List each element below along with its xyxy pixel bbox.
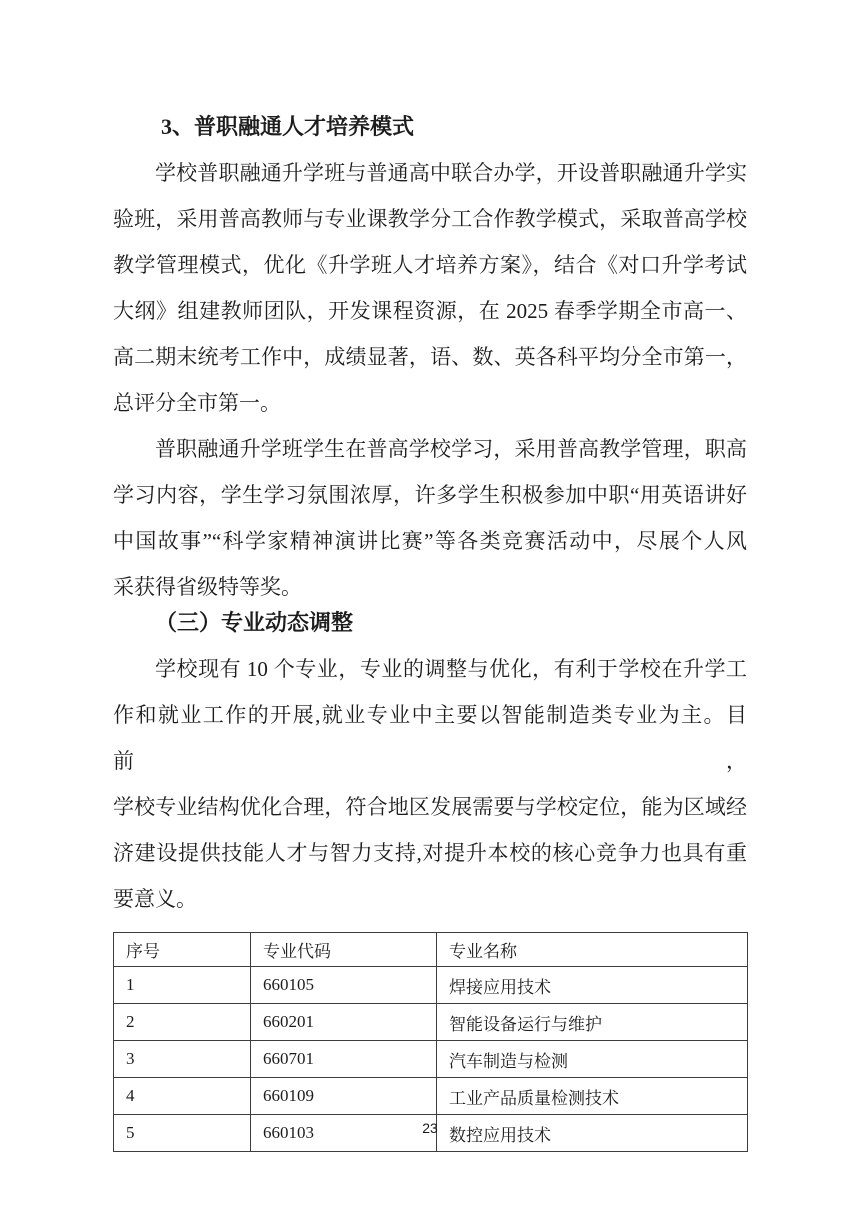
table-cell-major-name: 焊接应用技术 [437, 967, 748, 1004]
table-row [114, 967, 748, 1004]
table-cell-major-code: 660201 [251, 1004, 437, 1041]
table-row [114, 1078, 748, 1115]
table-header-cell: 专业代码 [251, 933, 437, 967]
table-cell-major-code: 660103 [251, 1115, 437, 1152]
table-cell-major-name: 汽车制造与检测 [437, 1041, 748, 1078]
text-line: 总评分全市第一。 [113, 391, 281, 415]
text-line: 大纲》组建教师团队，开发课程资源，在 2025 春季学期全市高一、 [113, 299, 747, 323]
table-cell-major-name: 数控应用技术 [437, 1115, 748, 1152]
text-line: 普职融通升学班学生在普高学校学习，采用普高教学管理，职高 [155, 437, 747, 461]
paragraph-1 [113, 150, 747, 426]
text-line: 教学管理模式，优化《升学班人才培养方案》，结合《对口升学考试 [113, 253, 747, 277]
table-header-row [114, 933, 748, 967]
table-header-cell: 序号 [114, 933, 251, 967]
section-heading-major-adjustment: （三）专业动态调整 [155, 610, 354, 635]
table-cell-index: 3 [114, 1041, 251, 1078]
text-line: 济建设提供技能人才与智力支持,对提升本校的核心竞争力也具有重 [113, 841, 747, 865]
table-cell-major-code: 660109 [251, 1078, 437, 1115]
table-cell-major-code: 660105 [251, 967, 437, 1004]
table-cell-index: 2 [114, 1004, 251, 1041]
text-line: 学校现有 10 个专业，专业的调整与优化，有利于学校在升学工 [155, 657, 747, 681]
text-line: 采获得省级特等奖。 [113, 575, 302, 599]
table-row [114, 1004, 748, 1041]
text-line: 要意义。 [113, 887, 197, 911]
text-line: 高二期末统考工作中，成绩显著，语、数、英各科平均分全市第一， [113, 345, 747, 369]
section-heading-talent-model: 3、普职融通人才培养模式 [161, 114, 415, 139]
table-cell-major-name: 智能设备运行与维护 [437, 1004, 748, 1041]
table-cell-major-name: 工业产品质量检测技术 [437, 1078, 748, 1115]
text-line: 中国故事”“科学家精神演讲比赛”等各类竞赛活动中，尽展个人风 [113, 529, 747, 553]
document-content [113, 104, 747, 1152]
table-cell-index: 4 [114, 1078, 251, 1115]
text-line: 验班，采用普高教师与专业课教学分工合作教学模式，采取普高学校 [113, 207, 747, 231]
text-line: 学校专业结构优化合理，符合地区发展需要与学校定位，能为区域经 [113, 795, 747, 819]
table-cell-index: 5 [114, 1115, 251, 1152]
page-number: 23 [422, 1120, 438, 1136]
table-cell-index: 1 [114, 967, 251, 1004]
table-cell-major-code: 660701 [251, 1041, 437, 1078]
majors-table [113, 932, 748, 1152]
text-line: 作和就业工作的开展,就业专业中主要以智能制造类专业为主。目前， [113, 703, 747, 773]
paragraph-2 [113, 426, 747, 610]
paragraph-3 [113, 646, 747, 922]
text-line: 学校普职融通升学班与普通高中联合办学，开设普职融通升学实 [155, 161, 747, 185]
table-row [114, 1041, 748, 1078]
table-header-cell: 专业名称 [437, 933, 748, 967]
text-line: 学习内容，学生学习氛围浓厚，许多学生积极参加中职“用英语讲好 [113, 483, 747, 507]
